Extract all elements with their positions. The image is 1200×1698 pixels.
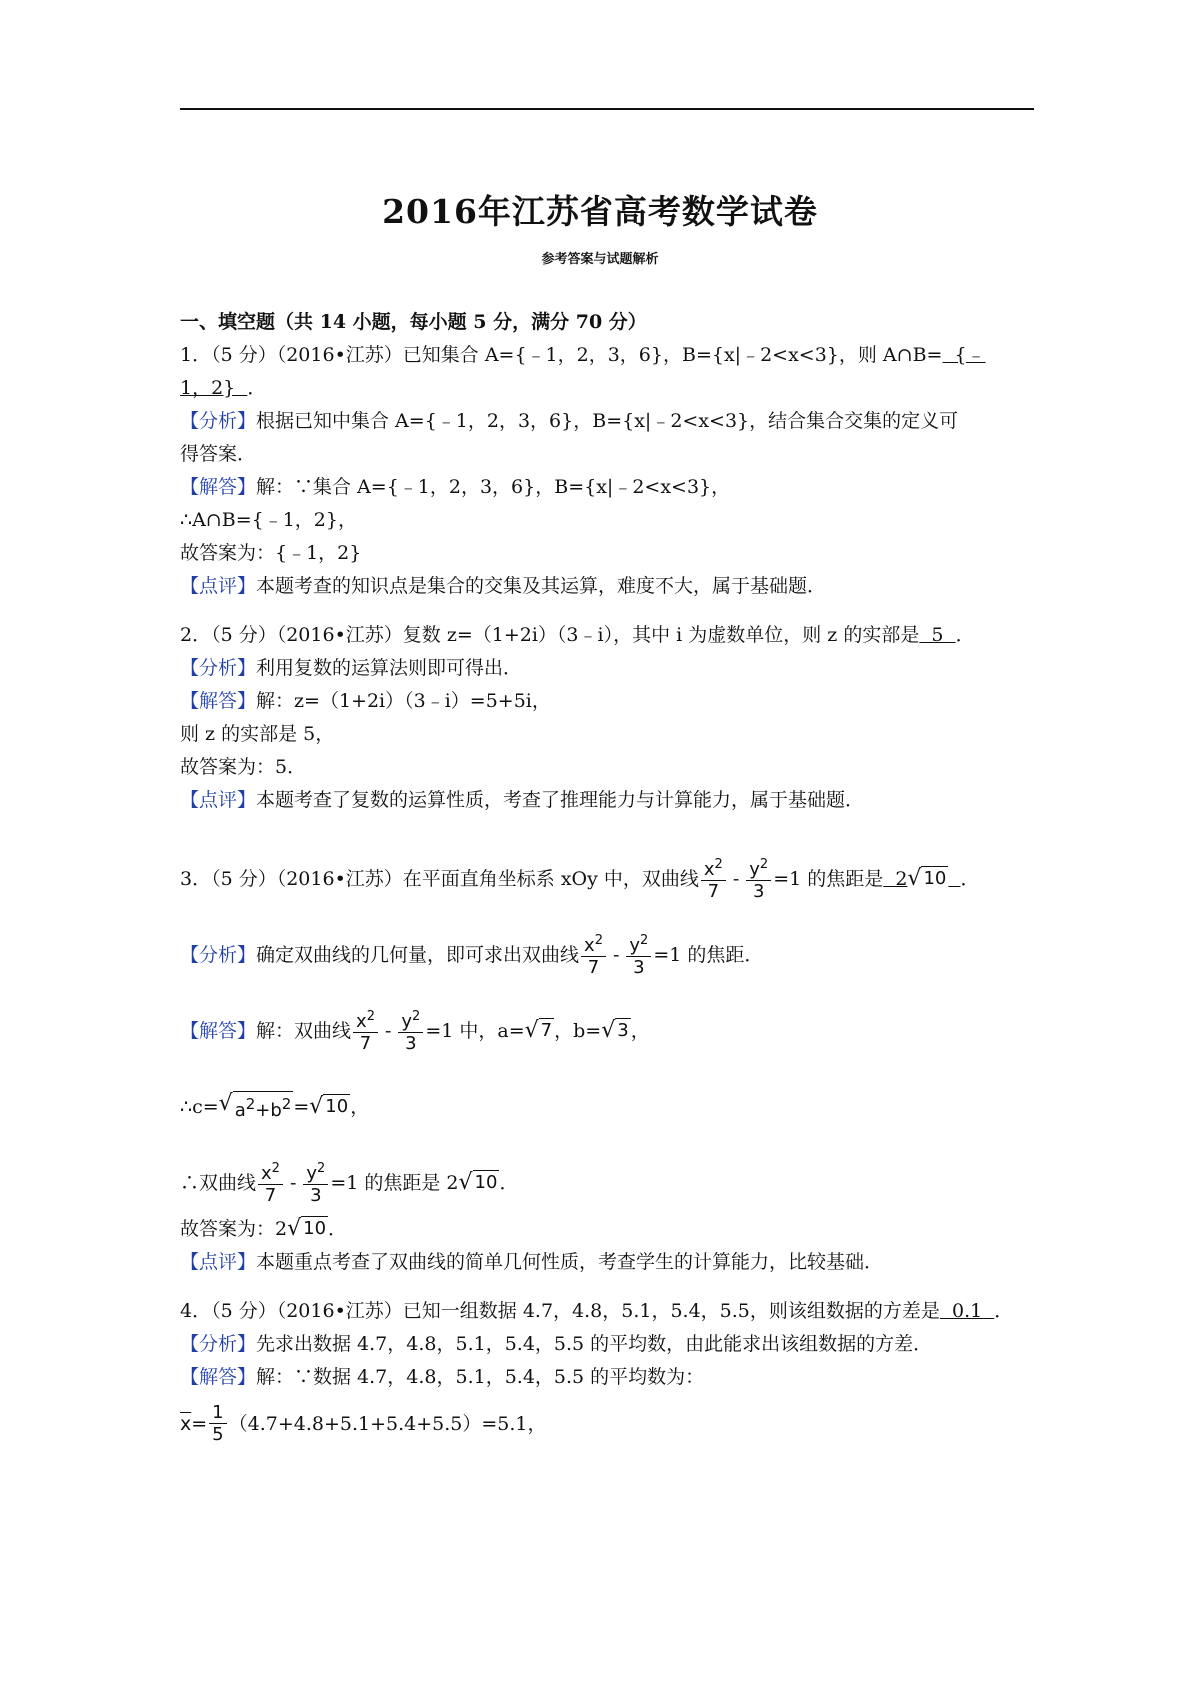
q2-solution-text: 解：z=（1+2i）（3﹣i）=5+5i， [256,690,551,712]
q1-solution-step-3: 故答案为：{﹣1，2} [180,542,362,564]
q2-solution-step-3: 故答案为：5． [180,756,307,778]
sqrt-symbol: √ 10 [458,1170,498,1195]
q4-stem: 4．（5 分）（2016•江苏）已知一组数据 4.7，4.8，5.1，5.4，5.5，则该组数据的方差是 [180,1300,940,1322]
header-rule [180,108,1034,110]
q2-stem-end: ． [955,624,975,646]
q1-analysis [180,405,1030,438]
q2-stem-line [180,619,1030,652]
q4-solution [180,1361,1030,1394]
q3-stem: 3．（5 分）（2016•江苏）在平面直角坐标系 xOy 中，双曲线 [180,867,699,890]
q4-solution-text: 解：∵数据 4.7，4.8，5.1，5.4，5.5 的平均数为： [256,1366,705,1388]
q1-answer-part-1: {﹣ [942,344,986,366]
q2-comment [180,784,1030,817]
sqrt-symbol: √ 10 [309,1094,349,1119]
fraction-y2-over-3: $\frac{y^2}{3}$ [398,1007,423,1055]
q3-analysis: 【分析】 确定双曲线的几何量，即可求出双曲线 $\frac{x^2}{7}$ - $\frac{y^2}{3}$ =1 的焦距． [180,933,764,978]
q2-analysis-text: 利用复数的运算法则即可得出． [256,657,523,679]
q2-analysis [180,652,1030,685]
fraction-x2-over-7: $\frac{x^2}{7}$ [581,931,606,979]
solution-tag: 【解答】 [180,1366,257,1388]
q3-stem-line: 3．（5 分）（2016•江苏）在平面直角坐标系 xOy 中，双曲线 $\frac{x^2}{7}$ - $\frac{y^2}{3}$ =1 的焦距是 2 √ 10 ． [180,857,980,902]
q1-comment [180,570,1030,603]
fraction-y2-over-3: $\frac{y^2}{3}$ [626,931,651,979]
solution-tag: 【解答】 [180,476,257,498]
comment-tag: 【点评】 [180,575,257,597]
solution-tag: 【解答】 [180,1019,257,1042]
q1-comment-text: 本题考查的知识点是集合的交集及其运算，难度不大，属于基础题． [256,575,827,597]
q2-answer: 5 [919,624,956,646]
q1-stem-line-2 [180,372,1030,405]
analysis-tag: 【分析】 [180,410,257,432]
q3-solution-c: ∴c= √ $a^2+b^2$ = √ 10 ， [180,1091,370,1121]
page-subtitle: 参考答案与试题解析 [541,252,659,267]
fraction-y2-over-3: $\frac{y^2}{3}$ [303,1159,328,1207]
q2-solution-step-2: 则 z 的实部是 5， [180,723,335,745]
solution-tag: 【解答】 [180,690,257,712]
q1-solution-text: 解：∵集合 A={﹣1，2，3，6}，B={x|﹣2<x<3}， [256,476,731,498]
q1-solution [180,471,1030,504]
analysis-tag: 【分析】 [180,657,257,679]
fraction-1-over-5: $\frac{1}{5}$ [209,1403,226,1446]
page-title: 2016年江苏省高考数学试卷 [382,192,818,231]
comment-tag: 【点评】 [180,1251,257,1273]
fraction-x2-over-7: $\frac{x^2}{7}$ [701,855,726,903]
section-heading: 一、填空题（共 14 小题，每小题 5 分，满分 70 分） [180,311,647,333]
q1-analysis-cont: 得答案． [180,443,257,465]
sqrt-symbol: √ $a^2+b^2$ [218,1091,292,1121]
fraction-y2-over-3: $\frac{y^2}{3}$ [746,855,771,903]
fraction-x2-over-7: $\frac{x^2}{7}$ [353,1007,378,1055]
q4-mean-formula: $\overline{x}$ = $\frac{1}{5}$ （4.7+4.8+5.1+5.4+5.5）=5.1， [180,1401,547,1445]
q4-analysis-text: 先求出数据 4.7，4.8，5.1，5.4，5.5 的平均数，由此能求出该组数据的方差． [256,1333,933,1355]
mean-symbol: $\overline{x}$ [180,1412,192,1435]
sqrt-symbol: √ 7 [524,1018,553,1043]
q1-stem-end: ． [247,377,267,399]
sqrt-symbol: √ 10 [907,865,947,891]
q3-answer: 2 √ 10 [883,865,947,891]
q4-stem-line [180,1295,1030,1328]
q3-eq-tail: =1 的焦距是 [773,867,884,890]
q2-solution [180,685,1030,718]
q4-answer: 0.1 [939,1300,995,1322]
q3-comment [180,1246,1030,1279]
q3-comment-text: 本题重点考查了双曲线的简单几何性质，考查学生的计算能力，比较基础． [256,1251,884,1273]
q4-analysis [180,1328,1030,1361]
q3-final-answer: 故答案为：2 √ 10 ． [180,1216,348,1241]
q2-comment-text: 本题考查了复数的运算性质，考查了推理能力与计算能力，属于基础题． [256,789,865,811]
analysis-tag: 【分析】 [180,943,257,966]
q1-analysis-text: 根据已知中集合 A={﹣1，2，3，6}，B={x|﹣2<x<3}，结合集合交集的定义可 [256,410,959,432]
q1-stem-line-1 [180,339,1030,372]
q1-answer-part-2: 1，2} [180,377,248,399]
q3-solution: 【解答】 解：双曲线 $\frac{x^2}{7}$ - $\frac{y^2}{3}$ =1 中，a= √ 7 ，b= √ 3 ， [180,1009,650,1054]
sqrt-symbol: √ 3 [601,1018,629,1043]
fraction-x2-over-7: $\frac{x^2}{7}$ [258,1159,283,1207]
q4-stem-end: ． [994,1300,1014,1322]
q3-analysis-text: 确定双曲线的几何量，即可求出双曲线 [256,943,580,966]
q1-stem: 1．（5 分）（2016•江苏）已知集合 A={﹣1，2，3，6}，B={x|﹣2<x<3}，则 A∩B= [180,344,943,366]
analysis-tag: 【分析】 [180,1333,257,1355]
comment-tag: 【点评】 [180,789,257,811]
sqrt-symbol: √ 10 [287,1216,327,1241]
q1-solution-step-2: ∴A∩B={﹣1，2}， [180,509,357,531]
document-body [180,306,1030,1454]
q3-solution-therefore: ∴双曲线 $\frac{x^2}{7}$ - $\frac{y^2}{3}$ =1 的焦距是 2 √ 10 ． [180,1161,519,1206]
q2-stem: 2．（5 分）（2016•江苏）复数 z=（1+2i）（3﹣i），其中 i 为虚数单位，则 z 的实部是 [180,624,920,646]
